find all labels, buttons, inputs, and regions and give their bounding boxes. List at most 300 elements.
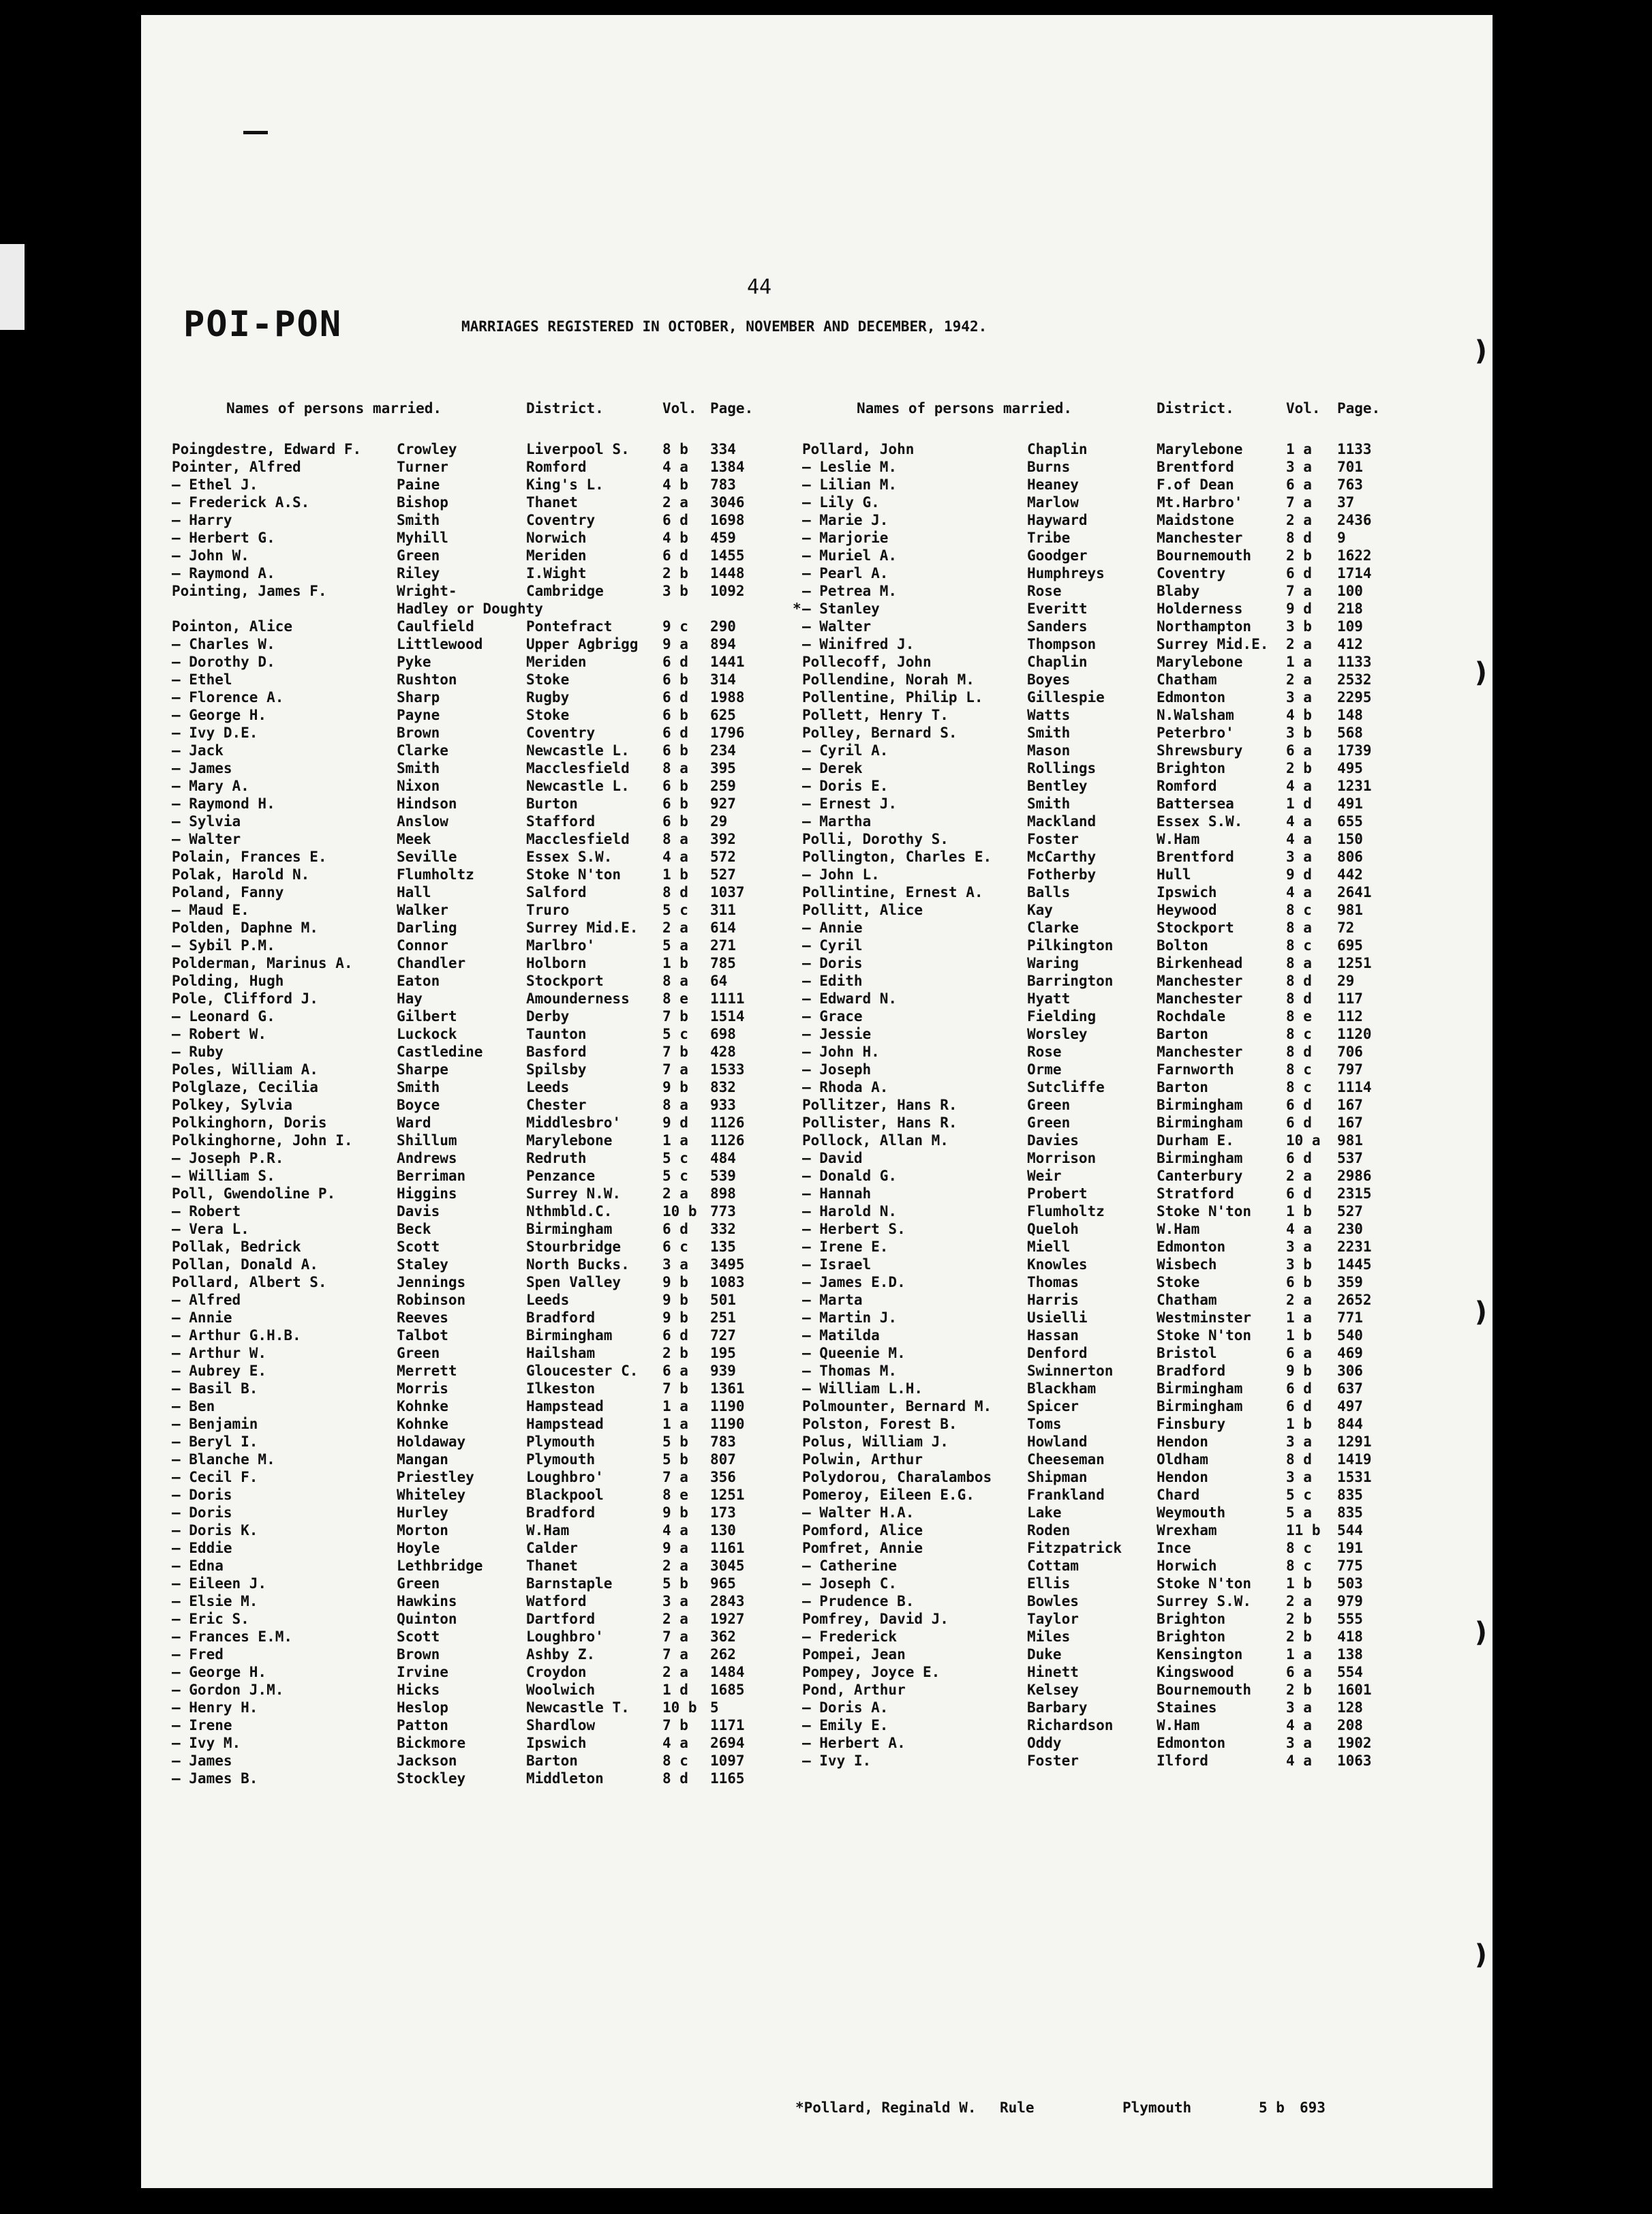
entry-page: 1531 [1337,1469,1372,1485]
dash-mark [243,131,268,134]
entry-vol: 6 d [662,512,688,528]
register-entry [802,1451,1484,1469]
entry-surname: Pollitzer, Hans R. [802,1097,958,1113]
register-entry [802,1309,1484,1327]
entry-page: 807 [710,1451,736,1468]
entry-spouse: Paine [397,476,440,493]
entry-district: North Bucks. [526,1256,630,1273]
register-entry [172,1611,797,1628]
register-entry [172,512,797,530]
entry-district: Northampton [1157,618,1252,635]
entry-district: Stoke N'ton [1157,1327,1252,1344]
register-entry [172,1274,797,1292]
entry-page: 109 [1337,618,1363,635]
register-entry [802,1593,1484,1611]
entry-spouse: Morrison [1027,1150,1097,1166]
entry-district: Ince [1157,1540,1191,1556]
entry-page: 698 [710,1026,736,1042]
entry-page: 1092 [710,583,745,599]
register-entry [802,1469,1484,1487]
entry-vol: 6 b [1286,1274,1312,1290]
entry-district: Salford [526,884,587,900]
register-entry [802,725,1484,742]
entry-surname: — Edna [172,1558,224,1574]
entry-spouse: Green [397,1575,440,1592]
entry-district: Weymouth [1157,1504,1226,1521]
entry-vol: 1 d [1286,795,1312,812]
entry-spouse: Hawkins [397,1593,457,1609]
entry-page: 1448 [710,565,745,581]
entry-vol: 6 d [662,1221,688,1237]
entry-surname: — Maud E. [172,902,249,918]
entry-district: Coventry [1157,565,1226,581]
entry-page: 2295 [1337,689,1372,706]
entry-vol: 8 e [662,990,688,1007]
entry-vol: 4 a [1286,831,1312,847]
entry-spouse: Howland [1027,1434,1088,1450]
entry-page: 527 [1337,1203,1363,1219]
entry-vol: 3 a [662,1593,688,1609]
entry-district: Blaby [1157,583,1200,599]
entry-vol: 9 d [1286,601,1312,617]
entry-surname: Pollak, Bedrick [172,1239,301,1255]
entry-spouse: Morris [397,1380,448,1397]
entry-spouse: Smith [397,512,440,528]
entry-vol: 2 b [662,565,688,581]
entry-page: 191 [1337,1540,1363,1556]
register-entry [172,1292,797,1309]
entry-vol: 3 a [1286,849,1312,865]
entry-spouse: Goodger [1027,547,1088,564]
entry-vol: 5 b [662,1451,688,1468]
entry-district: Hampstead [526,1416,604,1432]
entry-spouse: Darling [397,920,457,936]
entry-district: Barton [1157,1079,1208,1095]
entry-surname: — Leslie M. [802,459,898,475]
entry-page: 1171 [710,1717,745,1733]
entry-spouse: Bickmore [397,1735,466,1751]
entry-vol: 3 a [1286,459,1312,475]
register-entry [172,1008,797,1026]
entry-district: Spilsby [526,1061,587,1078]
register-entry [802,990,1484,1008]
entry-page: 695 [1337,937,1363,954]
entry-page: 459 [710,530,736,546]
entry-surname: — James [172,1753,232,1769]
entry-page: 1291 [1337,1434,1372,1450]
entry-vol: 8 c [1286,1061,1312,1078]
entry-page: 933 [710,1097,736,1113]
entry-page: 981 [1337,1132,1363,1149]
entry-surname: — Jack [172,742,224,759]
entry-vol: 8 d [662,1770,688,1787]
entry-surname: — Cyril A. [802,742,889,759]
entry-vol: 1 a [1286,1309,1312,1326]
entry-district: Croydon [526,1664,587,1680]
entry-district: Leeds [526,1079,570,1095]
entry-spouse: Lake [1027,1504,1062,1521]
entry-spouse: Sutcliffe [1027,1079,1105,1095]
entry-vol: 5 c [662,1026,688,1042]
entry-surname: Polak, Harold N. [172,866,310,883]
register-entry [802,760,1484,778]
register-entry [802,1611,1484,1628]
entry-surname: Pomeroy, Eileen E.G. [802,1487,975,1503]
entry-district: Meriden [526,654,587,670]
entry-district: Newcastle L. [526,778,630,794]
entry-district: Marylebone [526,1132,613,1149]
entry-page: 981 [1337,902,1363,918]
entry-vol: 6 d [662,725,688,741]
entry-spouse: Irvine [397,1664,448,1680]
entry-district: Brighton [1157,760,1226,776]
entry-vol: 1 b [1286,1575,1312,1592]
entry-vol: 2 a [662,920,688,936]
entry-district: Maidstone [1157,512,1234,528]
entry-spouse: Duke [1027,1646,1062,1663]
entry-page: 418 [1337,1628,1363,1645]
entry-vol: 2 a [1286,1593,1312,1609]
entry-spouse: Smith [1027,795,1071,812]
entry-page: 614 [710,920,736,936]
entry-vol: 1 a [1286,654,1312,670]
entry-surname: Polkey, Sylvia [172,1097,293,1113]
entry-surname: — William S. [172,1168,275,1184]
entry-district: Stoke [526,671,570,688]
entry-page: 771 [1337,1309,1363,1326]
entry-surname: Polding, Hugh [172,973,284,989]
entry-vol: 6 d [1286,1097,1312,1113]
entry-page: 806 [1337,849,1363,865]
register-entry [793,601,1484,618]
entry-surname: — Raymond A. [172,565,275,581]
register-entry [802,1327,1484,1345]
entry-spouse: Spicer [1027,1398,1079,1414]
entry-surname: — Winifred J. [802,636,915,652]
entry-vol: 1 b [662,955,688,971]
entry-page: 965 [710,1575,736,1592]
entry-spouse: Taylor [1027,1611,1079,1627]
entry-district: Loughbro' [526,1469,604,1485]
entry-vol: 2 b [1286,1682,1312,1698]
entry-surname: — Israel [802,1256,872,1273]
entry-surname: — Basil B. [172,1380,258,1397]
entry-page: 1133 [1337,654,1372,670]
entry-vol: 5 a [1286,1504,1312,1521]
header-vol: Vol. [662,400,697,416]
register-entry [172,1239,797,1256]
register-entry [802,476,1484,494]
entry-surname: — Ben [172,1398,215,1414]
entry-vol: 8 d [1286,530,1312,546]
register-entry [802,1097,1484,1114]
entry-page: 208 [1337,1717,1363,1733]
entry-page: 898 [710,1185,736,1202]
entry-spouse: Richardson [1027,1717,1114,1733]
entry-page: 894 [710,636,736,652]
register-entry [802,1079,1484,1097]
register-entry [172,636,797,654]
entry-page: 1251 [1337,955,1372,971]
register-entry [802,955,1484,973]
register-entry [172,813,797,831]
entry-surname: Pollard, Albert S. [172,1274,327,1290]
entry-vol: 2 a [662,1185,688,1202]
entry-vol: 8 c [1286,937,1312,954]
entry-page: 1063 [1337,1753,1372,1769]
header-district: District. [526,400,604,416]
entry-spouse: Bentley [1027,778,1088,794]
entry-surname: Pond, Arthur [802,1682,906,1698]
register-entry [802,1646,1484,1664]
register-entry [172,1363,797,1380]
entry-surname: — Grace [802,1008,863,1025]
entry-spouse: Fitzpatrick [1027,1540,1122,1556]
entry-spouse: Littlewood [397,636,483,652]
entry-vol: 2 a [1286,671,1312,688]
entry-district: Birmingham [1157,1114,1243,1131]
register-entry [172,1044,797,1061]
entry-spouse: Beck [397,1221,431,1237]
entry-vol: 2 b [1286,1628,1312,1645]
entry-spouse: Waring [1027,955,1079,971]
entry-page: 2315 [1337,1185,1372,1202]
register-entry [802,1682,1484,1699]
entry-vol: 9 b [662,1504,688,1521]
entry-district: W.Ham [526,1522,570,1538]
entry-page: 72 [1337,920,1355,936]
entry-vol: 8 a [662,1097,688,1113]
entry-surname: — Irene E. [802,1239,889,1255]
register-entry [172,990,797,1008]
entry-district: Shardlow [526,1717,596,1733]
entry-surname: — Martha [802,813,872,830]
entry-page: 484 [710,1150,736,1166]
entry-spouse: Smith [397,760,440,776]
entry-vol: 7 a [1286,583,1312,599]
entry-page: 1445 [1337,1256,1372,1273]
register-entry [802,937,1484,955]
entry-page: 844 [1337,1416,1363,1432]
register-entry [802,512,1484,530]
entry-vol: 3 a [1286,1699,1312,1716]
entry-vol: 9 b [1286,1363,1312,1379]
entry-vol: 6 a [1286,476,1312,493]
register-entry [802,1061,1484,1079]
entry-district: I.Wight [526,565,587,581]
entry-district: Truro [526,902,570,918]
entry-surname: — Blanche M. [172,1451,275,1468]
entry-district: Edmonton [1157,1735,1226,1751]
entry-surname: — Robert W. [172,1026,267,1042]
register-entry [802,689,1484,707]
entry-page: 230 [1337,1221,1363,1237]
entry-surname: — Annie [802,920,863,936]
entry-spouse: Green [397,547,440,564]
entry-surname: — Henry H. [172,1699,258,1716]
entry-spouse: Nixon [397,778,440,794]
entry-district: Meriden [526,547,587,564]
entry-spouse: Roden [1027,1522,1071,1538]
entry-vol: 2 a [1286,512,1312,528]
register-entry [802,920,1484,937]
binding-hole-mark: ) [1474,1617,1487,1648]
register-entry [172,476,797,494]
entry-vol: 2 a [662,1558,688,1574]
entry-spouse: Rushton [397,671,457,688]
register-entry [172,1416,797,1434]
register-entry [802,1753,1484,1770]
register-entry [172,1522,797,1540]
entry-spouse: Cottam [1027,1558,1079,1574]
entry-page: 311 [710,902,736,918]
entry-district: Loughbro' [526,1628,604,1645]
entry-spouse: Stockley [397,1770,466,1787]
entry-page: 693 [1300,2099,1326,2116]
entry-surname: — Pearl A. [802,565,889,581]
footnote-entry [795,2099,1477,2119]
entry-page: 540 [1337,1327,1363,1344]
entry-spouse: Hinett [1027,1664,1079,1680]
entry-spouse: Mangan [397,1451,448,1468]
entry-surname: — Raymond H. [172,795,275,812]
register-entry [172,1682,797,1699]
entry-page: 64 [710,973,728,989]
register-entry [802,884,1484,902]
entry-district: Westminster [1157,1309,1252,1326]
register-entry [172,1327,797,1345]
register-entry [172,1097,797,1114]
entry-page: 1231 [1337,778,1372,794]
entry-surname: — Harry [172,512,232,528]
entry-surname: — Stanley [802,601,880,617]
entry-page: 1988 [710,689,745,706]
entry-surname: — Elsie M. [172,1593,258,1609]
entry-district: Farnworth [1157,1061,1234,1078]
entry-district: Essex S.W. [526,849,613,865]
entry-vol: 6 d [662,547,688,564]
entry-district: Ashby Z. [526,1646,596,1663]
entry-page: 138 [1337,1646,1363,1663]
entry-spouse: Priestley [397,1469,474,1485]
entry-surname: — John W. [172,547,249,564]
register-entry [802,1434,1484,1451]
register-entry [172,1150,797,1168]
header-district: District. [1157,400,1234,416]
entry-spouse: Kelsey [1027,1682,1079,1698]
entry-surname: — David [802,1150,863,1166]
entry-page: 412 [1337,636,1363,652]
entry-surname: Poland, Fanny [172,884,284,900]
entry-district: Birmingham [1157,1097,1243,1113]
entry-surname: — Walter [802,618,872,635]
entry-spouse: Scott [397,1628,440,1645]
entry-surname: — Walter [172,831,241,847]
entry-spouse: Meek [397,831,431,847]
entry-page: 356 [710,1469,736,1485]
entry-surname: — Frederick A.S. [172,494,310,511]
entry-spouse: Mason [1027,742,1071,759]
entry-spouse: Heaney [1027,476,1079,493]
entry-spouse: Seville [397,849,457,865]
register-entry [172,1558,797,1575]
register-entry [172,1061,797,1079]
register-entry [172,1699,797,1717]
register-entry [802,707,1484,725]
entry-surname: — Rhoda A. [802,1079,889,1095]
entry-page: 392 [710,831,736,847]
binding-hole-mark: ) [1474,1939,1487,1971]
register-entry [802,583,1484,601]
register-entry [172,1203,797,1221]
entry-surname: — Marjorie [802,530,889,546]
entry-spouse: Miles [1027,1628,1071,1645]
entry-surname: — Ethel J. [172,476,258,493]
entry-surname: — Fred [172,1646,224,1663]
entry-surname: — Doris K. [172,1522,258,1538]
entry-district: Bradford [526,1504,596,1521]
entry-page: 2436 [1337,512,1372,528]
entry-vol: 1 b [1286,1327,1312,1344]
entry-spouse: Thomas [1027,1274,1079,1290]
entry-vol: 4 b [662,530,688,546]
register-entry [172,849,797,866]
register-entry [802,530,1484,547]
register-entry [802,849,1484,866]
entry-district: Ilford [1157,1753,1208,1769]
entry-district: Chatham [1157,671,1217,688]
entry-surname: Pomfret, Annie [802,1540,923,1556]
entry-surname: — Hannah [802,1185,872,1202]
entry-surname: — Eric S. [172,1611,249,1627]
entry-spouse: Denford [1027,1345,1088,1361]
entry-page: 1441 [710,654,745,670]
entry-surname: — Jessie [802,1026,872,1042]
entry-district: Blackpool [526,1487,604,1503]
register-entry [172,795,797,813]
entry-page: 234 [710,742,736,759]
entry-page: 1165 [710,1770,745,1787]
entry-vol: 1 a [662,1416,688,1432]
entry-spouse: Sharpe [397,1061,448,1078]
entry-vol: 8 e [662,1487,688,1503]
entry-vol: 6 b [662,742,688,759]
entry-district: Stoke N'ton [526,866,622,883]
register-entry [802,494,1484,512]
entry-spouse: Hindson [397,795,457,812]
entry-page: 148 [1337,707,1363,723]
entry-vol: 8 d [1286,973,1312,989]
entry-surname: Polkinghorn, Doris [172,1114,327,1131]
entry-vol: 6 d [1286,1185,1312,1202]
entry-surname: — Aubrey E. [172,1363,267,1379]
footnote-marker: * [793,601,801,617]
entry-vol: 7 a [662,1469,688,1485]
entry-page: 785 [710,955,736,971]
entry-surname: — Arthur W. [172,1345,267,1361]
register-entry [802,459,1484,476]
entry-spouse: Connor [397,937,448,954]
register-entry [172,760,797,778]
entry-district: Macclesfield [526,760,630,776]
entry-district: Plymouth [526,1434,596,1450]
entry-vol: 3 a [1286,1735,1312,1751]
entry-spouse: Lethbridge [397,1558,483,1574]
entry-spouse: Chaplin [1027,654,1088,670]
entry-spouse: Foster [1027,831,1079,847]
entry-vol: 6 b [662,778,688,794]
entry-page: 2986 [1337,1168,1372,1184]
